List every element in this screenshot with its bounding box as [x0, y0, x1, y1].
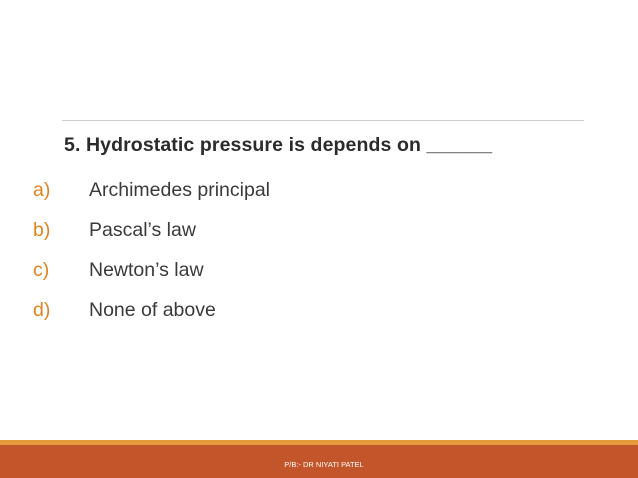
- option-marker: c): [33, 258, 50, 281]
- option-label: Newton’s law: [89, 258, 204, 281]
- option-item-c: [33, 250, 270, 290]
- option-marker: a): [33, 178, 51, 201]
- footer-credit: P/B:- DR NIYATI PATEL: [284, 460, 364, 469]
- option-marker: d): [33, 298, 51, 321]
- option-label: Pascal’s law: [89, 218, 196, 241]
- option-label: None of above: [89, 298, 216, 321]
- answer-options-list: [33, 170, 270, 330]
- option-item-b: [33, 210, 270, 250]
- option-label: Archimedes principal: [89, 178, 270, 201]
- question-text: 5. Hydrostatic pressure is depends on ______: [64, 134, 493, 156]
- title-divider-line: [62, 120, 584, 121]
- option-item-d: [33, 290, 270, 330]
- option-item-a: [33, 170, 270, 210]
- option-marker: b): [33, 218, 51, 241]
